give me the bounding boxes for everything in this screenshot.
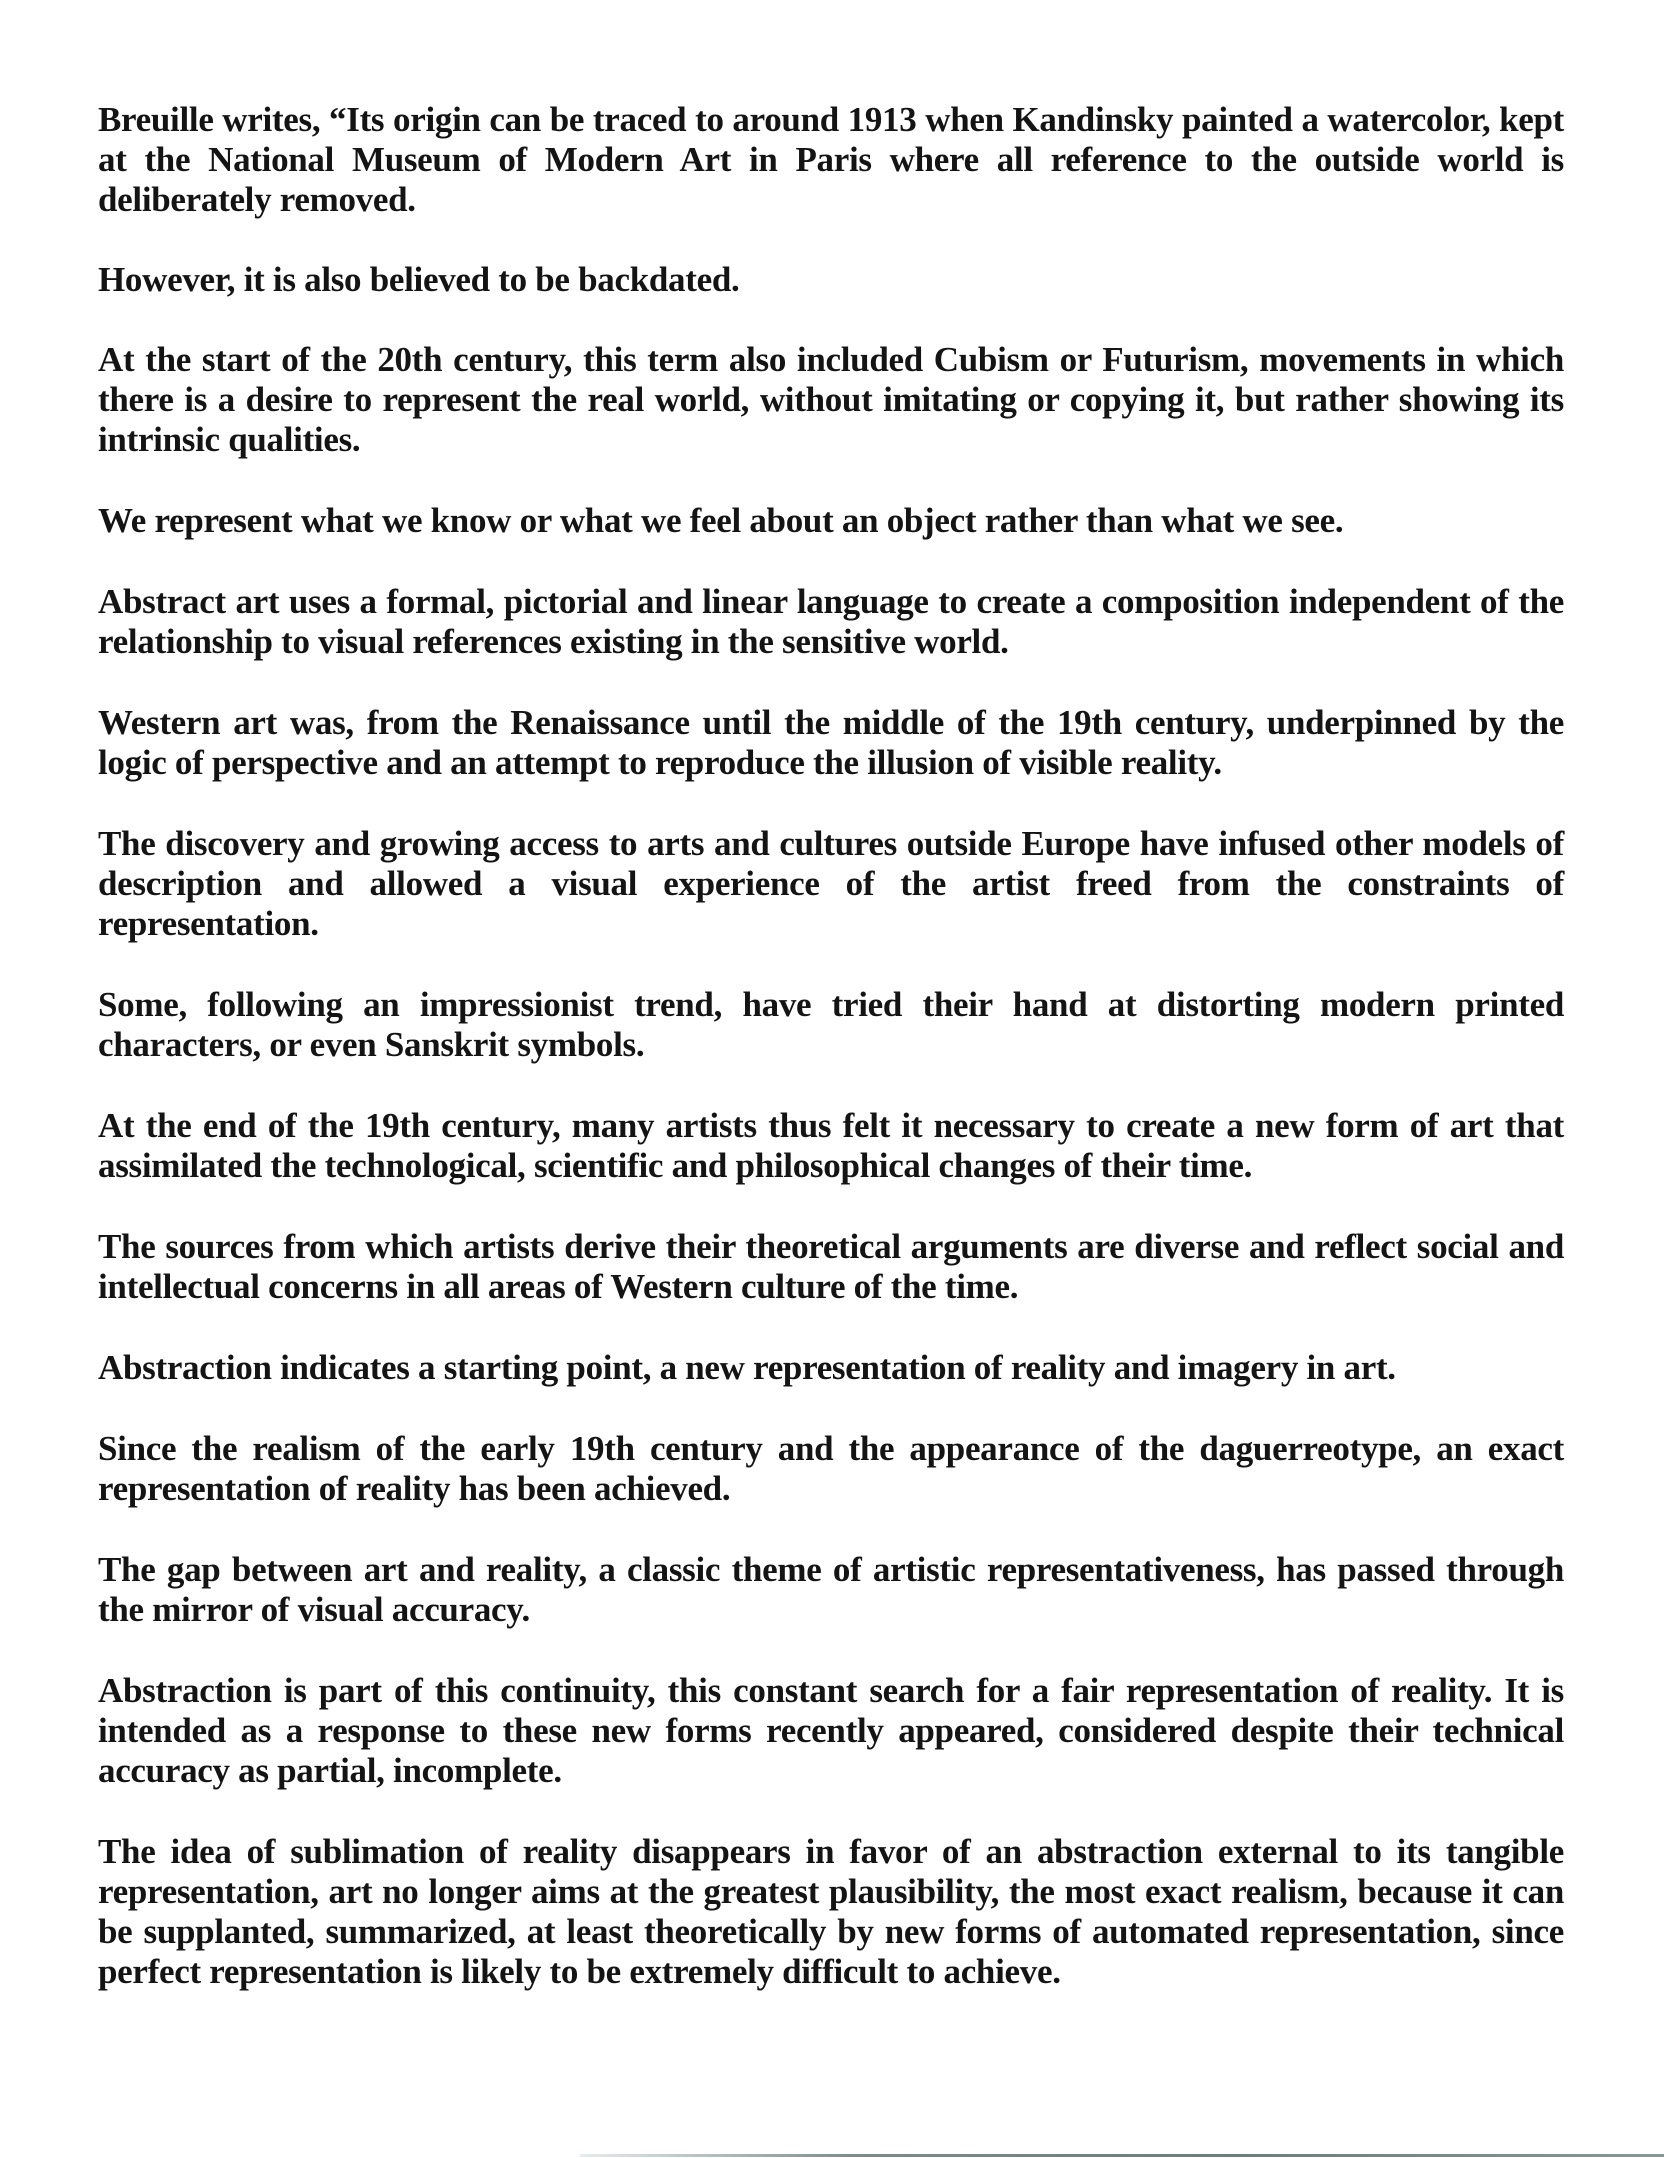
paragraph-discovery-cultures: The discovery and growing access to arts and cultures outside Europe have infused other models of description and allowed a visual experience of the artist freed from the constraints of representation.	[98, 824, 1564, 943]
paragraph-sublimation: The idea of sublimation of reality disappears in favor of an abstraction external to its tangible representation, art no longer aims at the greatest plausibility, the most exact realism, because it can be supplanted, summarized, at least theoretically by new forms of automated representation, since perfect representation is likely to be extremely difficult to achieve.	[98, 1832, 1564, 1991]
document-page	[98, 100, 1564, 2033]
paragraph-starting-point: Abstraction indicates a starting point, a new representation of reality and imagery in art.	[98, 1348, 1396, 1387]
paragraph-end-19th-century: At the end of the 19th century, many artists thus felt it necessary to create a new form of art that assimilated the technological, scientific and philosophical changes of their time.	[98, 1106, 1564, 1185]
paragraph-impressionist-trend: Some, following an impressionist trend, have tried their hand at distorting modern printed characters, or even Sanskrit symbols.	[98, 985, 1564, 1064]
paragraph-backdated: However, it is also believed to be backdated.	[98, 260, 740, 299]
paragraph-gap-art-reality: The gap between art and reality, a classic theme of artistic representativeness, has passed through the mirror of visual accuracy.	[98, 1550, 1564, 1629]
paragraph-continuity: Abstraction is part of this continuity, this constant search for a fair representation of reality. It is intended as a response to these new forms recently appeared, considered despite their technical accuracy as partial, incomplete.	[98, 1671, 1564, 1790]
paragraph-realism-daguerreotype: Since the realism of the early 19th century and the appearance of the daguerreotype, an exact representation of reality has been achieved.	[98, 1429, 1564, 1508]
paragraph-sources: The sources from which artists derive their theoretical arguments are diverse and reflect social and intellectual concerns in all areas of Western culture of the time.	[98, 1227, 1564, 1306]
paragraph-20th-century: At the start of the 20th century, this term also included Cubism or Futurism, movements in which there is a desire to represent the real world, without imitating or copying it, but rather showing its intrinsic qualities.	[98, 340, 1564, 459]
scan-edge-divider	[580, 2154, 1664, 2157]
paragraph-breuille-quote: Breuille writes, “Its origin can be traced to around 1913 when Kandinsky painted a watercolor, kept at the National Museum of Modern Art in Paris where all reference to the outside world is deliberately removed.	[98, 100, 1564, 219]
paragraph-abstract-art-language: Abstract art uses a formal, pictorial and linear language to create a composition independent of the relationship to visual references existing in the sensitive world.	[98, 582, 1564, 661]
paragraph-western-art: Western art was, from the Renaissance until the middle of the 19th century, underpinned by the logic of perspective and an attempt to reproduce the illusion of visible reality.	[98, 703, 1564, 782]
paragraph-what-we-know: We represent what we know or what we feel about an object rather than what we see.	[98, 501, 1344, 540]
